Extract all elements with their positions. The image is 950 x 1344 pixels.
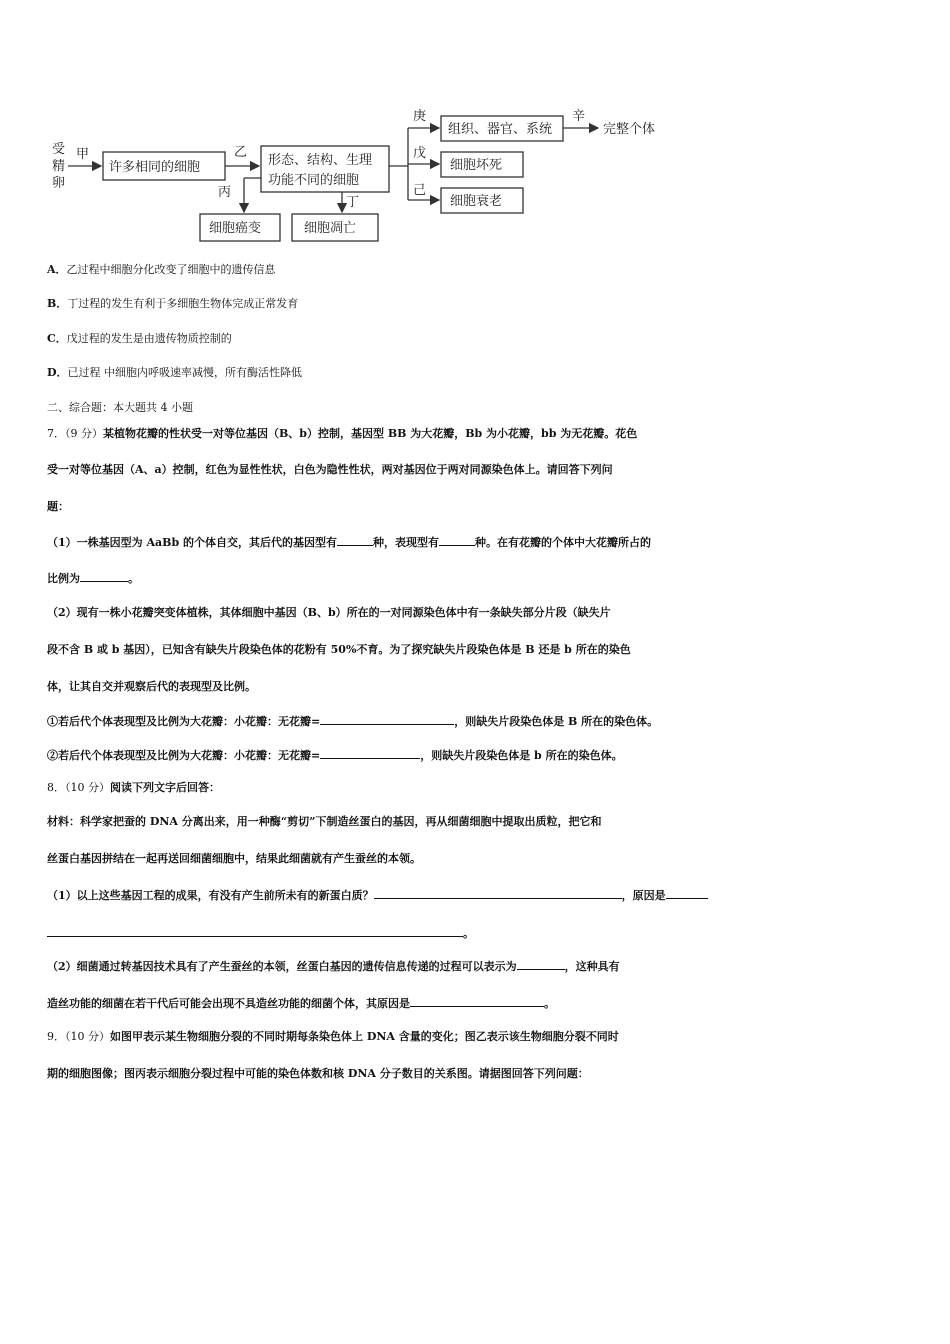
box-apoptosis-text: 细胞凋亡 — [304, 221, 357, 236]
option-text: 已过程 中细胞内呼吸速率减慢，所有酶活性降低 — [67, 366, 303, 379]
q7-case-2 — [47, 744, 907, 766]
q7-line-2: 受一对等位基因（A、a）控制，红色为显性性状，白色为隐性性状，两对基因位于两对同源染色体上。请回答下列问 — [47, 463, 613, 476]
q7-part2-line-2: 段不含 B 或 b 基因），已知含有缺失片段染色体的花粉有 50%不育。为了探究缺失片段染色体是 B 还是 b 所在的染色 — [47, 643, 631, 656]
q8-part2 — [47, 955, 907, 977]
q8-part1 — [47, 884, 907, 906]
q7-part1-c: 种。在有花瓣的个体中大花瓣所占的 — [474, 536, 651, 549]
label-geng: 庚 — [413, 109, 427, 124]
label-ding: 丁 — [346, 195, 360, 210]
zygote-char-1: 受 — [52, 142, 66, 157]
box-diff-cells-line2: 功能不同的细胞 — [268, 173, 360, 188]
box-necrosis-text: 细胞坏死 — [450, 158, 503, 173]
q8-score: （10 分） — [65, 781, 110, 794]
q7-part2-line-3: 体，让其自交并观察后代的表现型及比例。 — [47, 680, 256, 693]
box-diff-cells-line1: 形态、结构、生理 — [268, 153, 373, 168]
q9-number: 9． — [47, 1030, 65, 1043]
q7-case1-b: ，则缺失片段染色体是 B 所在的染色体。 — [454, 715, 659, 728]
q9-score: （10 分） — [65, 1030, 110, 1043]
label-xin: 辛 — [572, 109, 586, 124]
q8-part2-a: （2）细菌通过转基因技术具有了产生蚕丝的本领，丝蛋白基因的遗传信息传递的过程可以表示为 — [47, 960, 517, 973]
label-yi: 乙 — [234, 145, 248, 160]
q7-case1-a: ①若后代个体表现型及比例为大花瓣：小花瓣：无花瓣= — [47, 715, 321, 728]
q7-case2-a: ②若后代个体表现型及比例为大花瓣：小花瓣：无花瓣= — [47, 749, 321, 762]
q8-part2-d: 。 — [544, 997, 555, 1010]
box-aging-text: 细胞衰老 — [450, 194, 503, 209]
answer-blank[interactable] — [320, 710, 454, 725]
q9-stem-1: 如图甲表示某生物细胞分裂的不同时期每条染色体上 DNA 含量的变化；图乙表示该生物细胞分裂不同时 — [110, 1030, 619, 1043]
q9-line-2: 期的细胞图像；图丙表示细胞分裂过程中可能的染色体数和核 DNA 分子数目的关系图。请据图回答下列问题： — [47, 1067, 589, 1080]
answer-blank[interactable] — [47, 922, 463, 937]
option-text: 乙过程中细胞分化改变了细胞中的遗传信息 — [66, 263, 276, 276]
q7-number: 7． — [47, 427, 65, 440]
answer-blank[interactable] — [320, 744, 420, 759]
answer-blank[interactable] — [666, 884, 708, 899]
answer-blank[interactable] — [439, 531, 475, 546]
q8-line-1 — [47, 778, 907, 798]
option-a — [47, 260, 907, 280]
q8-material-1: 材料：科学家把蚕的 DNA 分离出来，用一种酶“剪切”下制造丝蛋白的基因，再从细菌细胞中提取出质粒，把它和 — [47, 815, 602, 828]
q7-stem-1: 某植物花瓣的性状受一对等位基因（B、b）控制，基因型 BB 为大花瓣，Bb 为小花瓣，bb 为无花瓣。花色 — [103, 427, 638, 440]
q8-part1-a: （1）以上这些基因工程的成果，有没有产生前所未有的新蛋白质？ — [47, 889, 374, 902]
q8-part1-cont — [47, 922, 907, 944]
answer-blank[interactable] — [517, 955, 565, 970]
label-jia: 甲 — [76, 147, 90, 162]
q8-part2-b: ，这种具有 — [564, 960, 620, 973]
q7-part1-b: 种，表现型有 — [372, 536, 439, 549]
q7-case-1 — [47, 710, 907, 732]
box-cancer-text: 细胞癌变 — [209, 221, 262, 236]
cell-life-history-diagram — [46, 100, 686, 246]
answer-blank[interactable] — [80, 567, 128, 582]
q8-part2-cont — [47, 992, 907, 1014]
q7-part1 — [47, 531, 907, 553]
answer-blank[interactable] — [374, 884, 622, 899]
zygote-char-3: 卵 — [52, 176, 66, 191]
option-b — [47, 294, 907, 314]
q9-line-1 — [47, 1027, 907, 1047]
box-tissue-text: 组织、器官、系统 — [448, 122, 553, 137]
answer-blank[interactable] — [410, 992, 544, 1007]
q8-part1-b: ，原因是 — [621, 889, 666, 902]
option-text: 戊过程的发生是由遗传物质控制的 — [66, 332, 232, 345]
option-letter: B． — [47, 297, 68, 310]
zygote-char-2: 精 — [52, 159, 66, 174]
q7-part1-e: 。 — [128, 572, 139, 585]
q7-part1-d: 比例为 — [47, 572, 80, 585]
q8-part2-c: 造丝功能的细菌在若干代后可能会出现不具造丝功能的细菌个体，其原因是 — [47, 997, 410, 1010]
label-ji: 己 — [413, 183, 427, 198]
q7-part1-ratio — [47, 567, 907, 589]
option-letter: A． — [47, 263, 67, 276]
label-wu: 戊 — [413, 146, 427, 161]
section-heading: 二、综合题：本大题共 4 小题 — [47, 401, 193, 414]
answer-blank[interactable] — [337, 531, 373, 546]
q7-part2-line-1: （2）现有一株小花瓣突变体植株，其体细胞中基因（B、b）所在的一对同源染色体中有一条缺失部分片段（缺失片 — [47, 606, 611, 619]
q7-line-3: 题： — [47, 500, 69, 513]
q7-score: （9 分） — [65, 427, 103, 440]
q7-case2-b: ，则缺失片段染色体是 b 所在的染色体。 — [420, 749, 623, 762]
option-c — [47, 329, 907, 349]
label-bing: 丙 — [218, 185, 232, 200]
option-letter: C． — [47, 332, 67, 345]
box-same-cells-text: 许多相同的细胞 — [109, 160, 201, 175]
option-text: 丁过程的发生有利于多细胞生物体完成正常发育 — [67, 297, 299, 310]
q8-part1-c: 。 — [463, 927, 474, 940]
q7-line-1 — [47, 424, 907, 444]
q8-material-2: 丝蛋白基因拼结在一起再送回细菌细胞中，结果此细菌就有产生蚕丝的本领。 — [47, 852, 421, 865]
individual-text: 完整个体 — [603, 122, 656, 137]
q8-intro: 阅读下列文字后回答： — [110, 781, 220, 794]
q8-number: 8． — [47, 781, 65, 794]
option-letter: D． — [47, 366, 68, 379]
q7-part1-a: （1）一株基因型为 AaBb 的个体自交，其后代的基因型有 — [47, 536, 337, 549]
option-d — [47, 363, 907, 383]
